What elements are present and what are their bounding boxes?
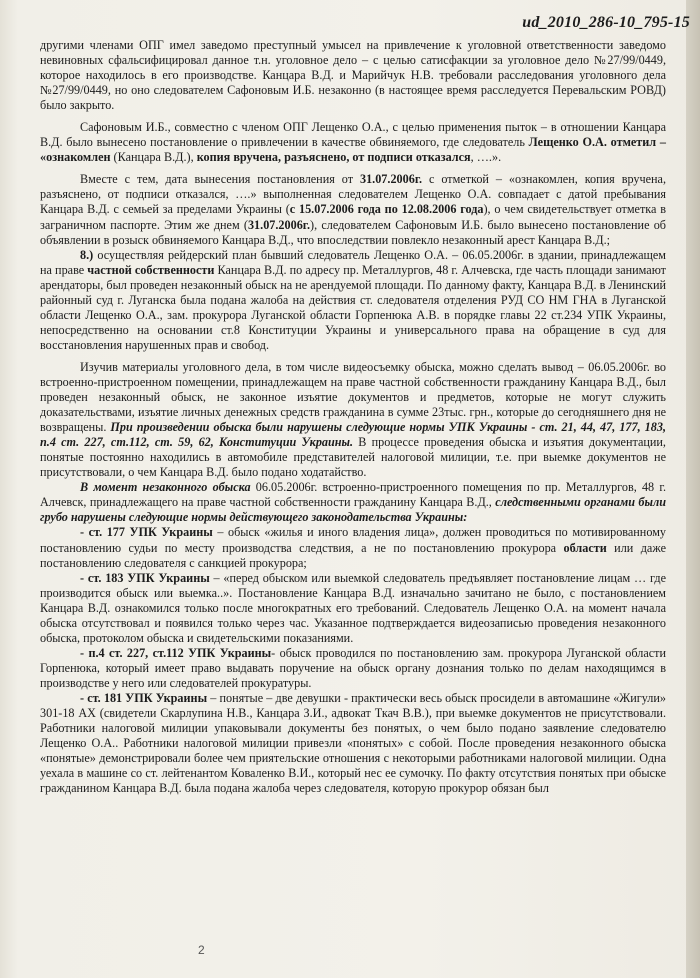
document-body [40,38,666,796]
paragraph-3: Вместе с тем, дата вынесения постановления от 31.07.2006г. с отметкой – «ознакомлен, копия вручена, разъяснено, от подписи отказался, ….» выполненная следователем Лещенко О.А. совпадает с датой пребывания Канцара В.Д. с семьей за пределами Украины (с 15.07.2006 года по 12.08.2006 года), о чем свидетельствует отметка в заграничном паспорте. Этим же днем (31.07.2006г.), следователем Сафоновым И.Б. было вынесено постановление об объявлении в розыск обвиняемого Канцара В.Д., что впоследствии повлекло незаконный арест Канцара В.Д.; [40,172,666,247]
paragraph-2: Сафоновым И.Б., совместно с членом ОПГ Лещенко О.А., с целью применения пыток – в отношении Канцара В.Д. было вынесено постановление о привлечении в качестве обвиняемого, где следователь Лещенко О.А. отметил – «ознакомлен (Канцара В.Д.), копия вручена, разъяснено, от подписи отказался, ….». [40,120,666,165]
paragraph-1: другими членами ОПГ имел заведомо преступный умысел на привлечение к уголовной ответственности заведомо невиновных сфальсифицировал данное т.н. уголовное дело – с целью сатисфакции за уголовное дело №27/99/0449, которое находилось в его производстве. Канцара В.Д. и Марийчук Н.В. требовали расследования уголовного дела №27/99/0449, но оно следователем Сафоновым И.Б. незаконно (в настоящее время расследуется Перевальским РОВД) было закрыто. [40,38,666,113]
paragraph-6: В момент незаконного обыска 06.05.2006г. встроенно-пристроенного помещения по пр. Металлургов, 48 г. Алчевск, принадлежащего на праве частной собственности гражданину Канцара В.Д., следственными органами были грубо нарушены следующие нормы действующего законодательства Украины: [40,480,666,525]
document-id: ud_2010_286-10_795-15 [522,14,690,31]
paragraph-4: 8.) осуществляя рейдерский план бывший следователь Лещенко О.А. – 06.05.2006г. в здании, принадлежащем на праве частной собственности Канцара В.Д. по адресу пр. Металлургов, 48 г. Алчевска, где часть площади занимают арендаторы, был проведен незаконный обыск на не арендуемой площади. По данному факту, Канцара В.Д. в Ленинский районный суд г. Луганска была подана жалоба на действия ст. следователя отделения РУД СО НМ ГНА в Луганской области Лещенко О.А., зам. прокурора Луганской области Горпенюка А.В. в порядке главы 22 ст.234 УПК Украины, непосредственно на основании ст.8 Конституции Украины и универсального права на обращение в суд для восстановления нарушенных прав и свобод. [40,247,666,352]
paragraph-10: - ст. 181 УПК Украины – понятые – две девушки - практически весь обыск просидели в автомашине «Жигули» 301-18 АХ (свидетели Скарлупина Н.В., Канцара З.И., адвокат Ткач В.В.), при выемке документов не присутствовали. Работники налоговой милиции упаковывали документы без понятых, о чем было подано заявление следователю Лещенко О.А.. Работники налоговой милиции привезли «понятых» с собой. После проведения незаконного обыска «понятые» демонстрировали более чем приятельские отношения с некоторыми работниками налоговой милиции. Одна уехала в машине со ст. лейтенантом Коваленко В.И., который нес ее сумочку. По факту отсутствия понятых при обыске гражданином Канцара В.Д. была подана жалоба через следователя, которую прокурор обязан был [40,690,666,796]
paragraph-9: - п.4 ст. 227, ст.112 УПК Украины- обыск проводился по постановлению зам. прокурора Луганской области Горпенюка, который имеет право выдавать поручение на обыск органу дознания только по делам находящимся в производстве у него или следователей прокуратуры. [40,645,666,690]
paragraph-8: - ст. 183 УПК Украины – «перед обыском или выемкой следователь предъявляет постановление лицам … где производится обыск или выемка..». Постановление Канцара В.Д. изначально зачитано не было, с постановлением Канцара В.Д. ознакомился только после многократных его требований. Следователь Лещенко О.А. на момент начала обыска отсутствовал и появился только через час. Указанное подтверждается видеозаписью проведения незаконного обыска, протоколом обыска и свидетельскими показаниями. [40,570,666,645]
page-edge-shadow [686,0,700,978]
paragraph-7: - ст. 177 УПК Украины – обыск «жилья и иного владения лица», должен проводиться по мотивированному постановлению судьи по месту производства следствия, а не по постановлению прокурора области или даже постановлению следователя с санкцией прокурора; [40,525,666,570]
page-mark: 2 [198,943,205,957]
paragraph-5: Изучив материалы уголовного дела, в том числе видеосъемку обыска, можно сделать вывод – 06.05.2006г. во встроенно-пристроенном помещении, принадлежащем на праве частной собственности гражданину Канцара В.Д., был проведен незаконный обыск, не законное изъятие документов и предметов, которые не могут служить доказательствами, изъятие личных денежных средств гражданина в сумме 23тыс. грн., которые до сегодняшнего дня не возвращены. При произведении обыска были нарушены следующие нормы УПК Украины - ст. 21, 44, 47, 177, 183, п.4 ст. 227, ст.112, ст. 59, 62, Конституции Украины. В процессе проведения обыска и изъятия документации, понятые постоянно находились в автомобиле представителей налоговой милиции, т.е. при выемке документов не присутствовали, о чем Канцара В.Д. было подано ходатайство. [40,359,666,480]
